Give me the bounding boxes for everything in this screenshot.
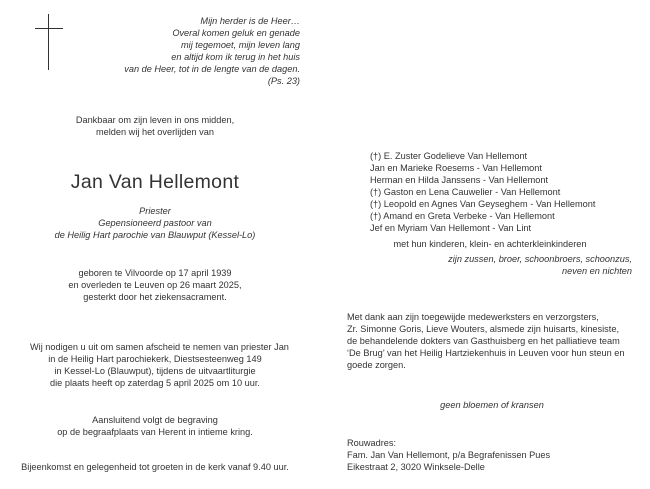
role-line: de Heilig Hart parochie van Blauwput (Kessel-Lo) xyxy=(54,230,256,240)
cross-icon xyxy=(35,14,63,70)
family-descendants: met hun kinderen, klein- en achterkleinkinderen xyxy=(393,239,587,249)
psalm-reference: (Ps. 23) xyxy=(267,76,300,86)
intro-line: melden wij het overlijden van xyxy=(96,127,214,137)
gathering-notice: Bijeenkomst en gelegenheid tot groeten in de kerk vanaf 9.40 uur. xyxy=(21,462,289,472)
family-member: (†) Amand en Greta Verbeke - Van Hellemont xyxy=(370,211,555,221)
thanks-text xyxy=(347,311,637,371)
invitation-line: in Kessel-Lo (Blauwput), tijdens de uitvaartliturgie xyxy=(54,366,256,376)
family-member: Jan en Marieke Roesems - Van Hellemont xyxy=(370,163,542,173)
thanks-line: Zr. Simonne Goris, Lieve Wouters, alsmede zijn huisarts, kinesiste, xyxy=(347,324,619,334)
funeral-invitation xyxy=(30,341,289,389)
address-line: Fam. Jan Van Hellemont, p/a Begrafenissen Pues xyxy=(347,450,551,460)
family-member: Jef en Myriam Van Hellemont - Van Lint xyxy=(370,223,532,233)
psalm-line: en altijd kom ik terug in het huis xyxy=(171,52,300,62)
thanks-line: de behandelende dokters van Gasthuisberg en het palliatieve team xyxy=(347,336,620,346)
invitation-line: Wij nodigen u uit om samen afscheid te nemen van priester Jan xyxy=(30,342,289,352)
psalm-line: van de Heer, tot in de lengte van de dagen. xyxy=(124,64,300,74)
role-line: Gepensioneerd pastoor van xyxy=(98,218,212,228)
psalm-quote xyxy=(80,15,300,87)
family-relatives xyxy=(370,253,632,277)
family-member: (†) Gaston en Lena Cauwelier - Van Hellemont xyxy=(370,187,561,197)
address-label: Rouwadres: xyxy=(347,438,397,448)
deceased-name: Jan Van Hellemont xyxy=(70,171,240,193)
deceased-title: Priester xyxy=(139,206,171,216)
intro-line: Dankbaar om zijn leven in ons midden, xyxy=(75,115,235,125)
burial-notice xyxy=(40,414,270,438)
life-line: en overleden te Leuven op 26 maart 2025, xyxy=(68,280,242,290)
life-dates xyxy=(40,267,270,303)
deceased-role xyxy=(30,205,280,241)
no-flowers-note: geen bloemen of kransen xyxy=(440,400,544,410)
thanks-line: Met dank aan zijn toegewijde medewerksters en verzorgsters, xyxy=(347,312,599,322)
relatives-line: zijn zussen, broer, schoonbroers, schoonzus, xyxy=(448,254,632,264)
family-member: (†) E. Zuster Godelieve Van Hellemont xyxy=(370,151,528,161)
burial-line: op de begraafplaats van Herent in intieme kring. xyxy=(57,427,253,437)
thanks-line: goede zorgen. xyxy=(347,360,406,370)
relatives-line: neven en nichten xyxy=(562,266,632,276)
family-member: Herman en Hilda Janssens - Van Hellemont xyxy=(370,175,549,185)
burial-line: Aansluitend volgt de begraving xyxy=(92,415,218,425)
psalm-line: mij tegemoet, mijn leven lang xyxy=(181,40,300,50)
psalm-line: Overal komen geluk en genade xyxy=(172,28,300,38)
invitation-line: in de Heilig Hart parochiekerk, Diestsesteenweg 149 xyxy=(48,354,262,364)
family-list xyxy=(370,150,610,234)
life-line: gesterkt door het ziekensacrament. xyxy=(83,292,227,302)
thanks-line: ‘De Brug’ van het Heilig Hartziekenhuis in Leuven voor hun steun en xyxy=(347,348,625,358)
life-line: geboren te Vilvoorde op 17 april 1939 xyxy=(78,268,232,278)
mourning-address xyxy=(347,437,637,473)
invitation-line: die plaats heeft op zaterdag 5 april 2025 om 10 uur. xyxy=(50,378,260,388)
family-member: (†) Leopold en Agnes Van Geyseghem - Van Hellemont xyxy=(370,199,596,209)
address-line: Eikestraat 2, 3020 Winksele-Delle xyxy=(347,462,485,472)
intro-text xyxy=(60,114,250,138)
psalm-line: Mijn herder is de Heer… xyxy=(200,16,300,26)
